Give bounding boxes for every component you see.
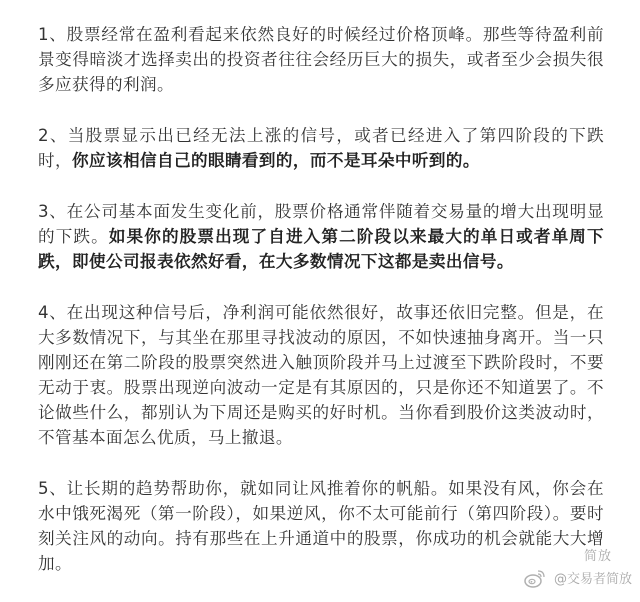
paragraph-1 <box>38 22 604 97</box>
article-body <box>38 22 604 602</box>
weibo-logo-icon <box>524 569 546 589</box>
paragraph-3-bold: 如果你的股票出现了自进入第二阶段以来最大的单日或者单周下跌，即使公司报表依然好看，在大多数情况下这都是卖出信号。 <box>38 227 604 271</box>
paragraph-5-text: 5、让长期的趋势帮助你，就如同让风推着你的帆船。如果没有风，你会在水中饿死渴死（第一阶段），如果逆风，你不太可能前行（第四阶段）。要时刻关注风的动向。持有那些在上升通道中的股票，你成功的机会就能大大增加。 <box>38 479 604 573</box>
paragraph-5 <box>38 476 604 576</box>
paragraph-3 <box>38 199 604 274</box>
paragraph-4 <box>38 300 604 450</box>
watermark-account: @交易者简放 <box>553 572 632 587</box>
paragraph-3-text: 3、在公司基本面发生变化前，股票价格通常伴随着交易量的增大出现明显的下跌。 <box>38 202 604 246</box>
weibo-watermark <box>524 545 632 589</box>
paragraph-2 <box>38 123 604 173</box>
paragraph-4-text: 4、在出现这种信号后，净利润可能依然很好，故事还依旧完整。但是，在大多数情况下，与其坐在那里寻找波动的原因，不如快速抽身离开。当一只刚刚还在第二阶段的股票突然进入触顶阶段并马上过渡至下跌阶段时，不要无动于衷。股票出现逆向波动一定是有其原因的，只是你还不知道罢了。不论做些什么，都别认为下周还是购买的好时机。当你看到股价这类波动时，不管基本面怎么优质，马上撤退。 <box>38 303 604 447</box>
watermark-brand: 简放 <box>583 549 612 564</box>
paragraph-2-bold: 你应该相信自己的眼睛看到的，而不是耳朵中听到的。 <box>72 151 480 170</box>
paragraph-1-text: 1、股票经常在盈利看起来依然良好的时候经过价格顶峰。那些等待盈利前景变得暗淡才选择卖出的投资者往往会经历巨大的损失，或者至少会损失很多应获得的利润。 <box>38 25 604 94</box>
paragraph-2-text: 2、当股票显示出已经无法上涨的信号，或者已经进入了第四阶段的下跌时， <box>38 126 604 170</box>
